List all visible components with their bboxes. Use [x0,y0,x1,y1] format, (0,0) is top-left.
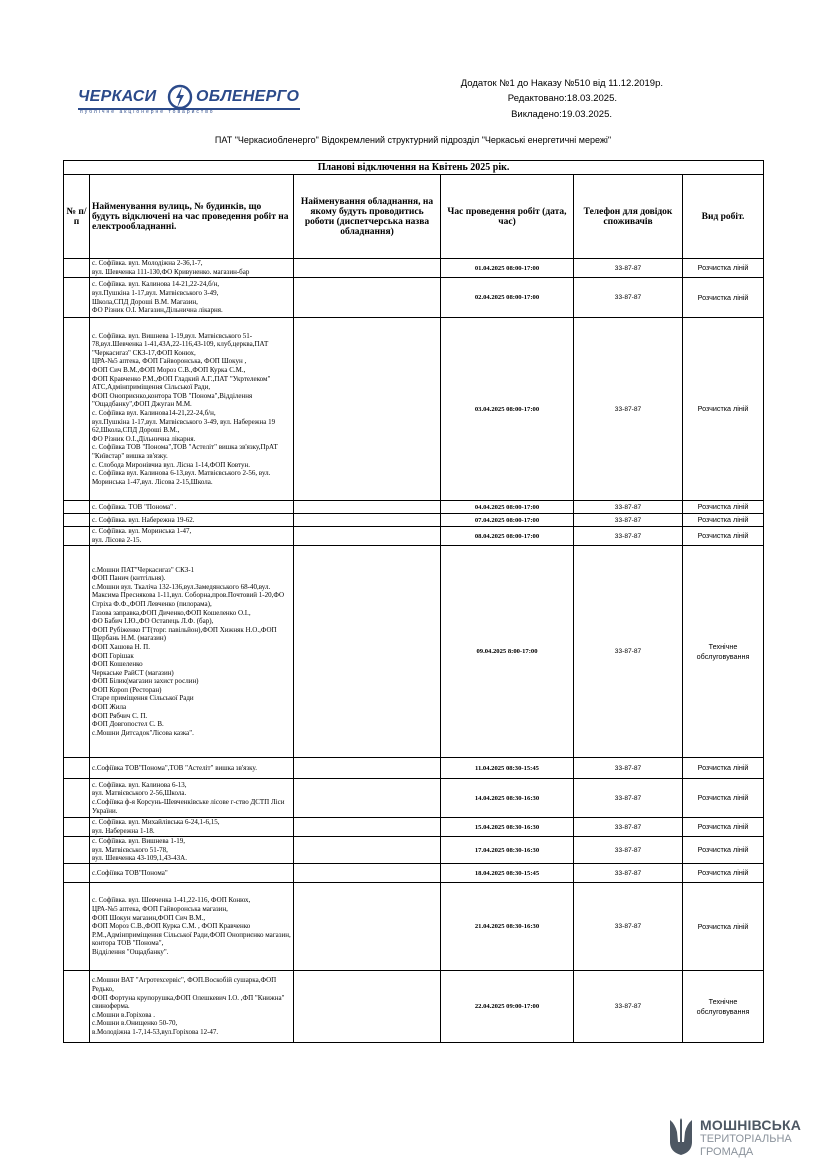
time-cell: 21.04.2025 08:30-16:30 [441,883,574,971]
address-cell: с.Мошни ПАТ"Черкасигаз" СКЗ-1 ФОП Панич (кнтгільня). с.Мошни вул. Ткаліча 132-136,вул.Замедянського 68-40,вул. Максима Преснякова 1-11,вул. Соборна,пров.Почтовий 1-20,ФО Стріха Ф.Ф.,ФОП Левченко (пилорама), Газова заправка,ФОП Диченко,ФОП Кошеленко О.І., ФО Бабич І.Ю.,ФО Остапець Л.Ф. (бар), ФОП Рубіженко ГТ(торг. павільйон),ФОП Хижняк Н.О.,ФОП Щербань Н.М. (магазин) ФОП Хашова Н. П. ФОП Горішак ФОП Кошеленко Черкаське РайСТ (магазин) ФОП Білик(магазин захист рослин) ФОП Короп (Ресторан) Старе приміщення Сільської Ради ФОП Жила ФОП Рябчич С. П. ФОП Довгопостел С. В. с.Мошни Дитсадок"Лісова казка". [90,546,294,758]
logo-left-text: ЧЕРКАСИ [78,88,157,105]
equipment-cell [294,259,441,278]
equipment-cell [294,864,441,883]
published-date-line: Викладено:19.03.2025. [511,109,612,120]
work-type-cell: Розчистка ліній [683,259,764,278]
time-cell: 07.04.2025 08:00-17:00 [441,514,574,527]
table-row [64,514,764,527]
num-cell [64,837,90,864]
table-row [64,259,764,278]
phone-cell: 33-87-87 [574,259,683,278]
table-header-row [64,175,764,259]
edited-date-line: Редактовано:18.03.2025. [507,93,617,104]
address-cell: с. Софіївка. вул. Шевченка 1-41,22-116, ФОП Конюх, ЦРА-№5 аптека, ФОП Гайворонська магазин, ФОП Шокун магазин,ФОП Сич В.М., ФОП Мороз С.В.,ФОП Курка С.М. , ФОП Кравченко Р.М.,Адмінприміщення Сільської Ради,ФОП Оноприєнко магазин, контора ТОВ "Понома", Відділення "Ощадбанку". [90,883,294,971]
num-cell [64,864,90,883]
address-cell: с. Софіївка. вул. Молодіжна 2-36,1-7, вул. Шевченка 111-130,ФО Кривуненко. магазин-бар [90,259,294,278]
table-row [64,864,764,883]
time-cell: 17.04.2025 08:30-16:30 [441,837,574,864]
company-logo [78,84,300,120]
num-cell [64,527,90,546]
table-row [64,501,764,514]
num-cell [64,318,90,501]
phone-cell: 33-87-87 [574,527,683,546]
num-cell [64,971,90,1043]
trident-emblem-icon [668,1118,694,1156]
num-cell [64,758,90,779]
address-cell: с. Софіївка. вул. Набережна 19-62. [90,514,294,527]
community-brand [666,1116,806,1160]
address-cell: с.Софіївка ТОВ"Понома" [90,864,294,883]
phone-cell: 33-87-87 [574,837,683,864]
phone-cell: 33-87-87 [574,818,683,837]
time-cell: 09.04.2025 8:00-17:00 [441,546,574,758]
work-type-cell: Розчистка ліній [683,883,764,971]
table-row [64,971,764,1043]
header-phone: Телефон для довідок споживачів [574,175,683,259]
num-cell [64,883,90,971]
num-cell [64,259,90,278]
work-type-cell: Технічне обслуговування [683,546,764,758]
work-type-cell: Розчистка ліній [683,501,764,514]
table-row [64,758,764,779]
header-time: Час проведення робіт (дата, час) [441,175,574,259]
table-row [64,883,764,971]
num-cell [64,779,90,818]
phone-cell: 33-87-87 [574,864,683,883]
table-row [64,837,764,864]
table-title: Планові відключення на Квітень 2025 рік. [64,161,764,175]
phone-cell: 33-87-87 [574,758,683,779]
logo-subtitle: публічне акціонерне товариство [80,109,215,115]
work-type-cell: Розчистка ліній [683,278,764,318]
num-cell [64,546,90,758]
equipment-cell [294,278,441,318]
address-cell: с. Софіївка. вул. Калинова 6-13, вул. Матвієвського 2-56,Школа. с.Софіївка ф-я Корсунь-Шевченківське лісове г-ство ДСТП Ліси України. [90,779,294,818]
work-type-cell: Розчистка ліній [683,758,764,779]
equipment-cell [294,501,441,514]
equipment-cell [294,527,441,546]
phone-cell: 33-87-87 [574,779,683,818]
address-cell: с. Софіївка. вул. Моринська 1-47, вул. Лісова 2-15. [90,527,294,546]
logo-right-text: ОБЛЕНЕРГО [196,88,300,105]
brand-line2: ТЕРИТОРІАЛЬНА [700,1133,792,1145]
time-cell: 18.04.2025 08:30-15:45 [441,864,574,883]
equipment-cell [294,758,441,779]
header-equipment: Найменування обладнання, на якому будуть проводитись роботи (диспетчерська назва обладнання) [294,175,441,259]
equipment-cell [294,971,441,1043]
table-row [64,527,764,546]
brand-line3: ГРОМАДА [700,1146,754,1158]
phone-cell: 33-87-87 [574,883,683,971]
work-type-cell: Розчистка ліній [683,779,764,818]
phone-cell: 33-87-87 [574,501,683,514]
work-type-cell: Розчистка ліній [683,514,764,527]
company-title: ПАТ "Черкасиобленерго" Відокремлений структурний підрозділ "Черкаські енергетичні мережі" [214,135,612,145]
address-cell: с.Мошни ВАТ "Агротехсервіс", ФОП.Воскобій сушарка,ФОП Редько, ФОП Фортуна крупорушка,ФОП Олешкевич І.О. ,ФП "Книжна" свиноферма. с.Мошни в.Горіхова . с.Мошни в.Онищенко 50-70, в.Молодіжна 1-7,14-53,вул.Горіхова 12-47. [90,971,294,1043]
equipment-cell [294,818,441,837]
phone-cell: 33-87-87 [574,546,683,758]
table-row [64,818,764,837]
time-cell: 03.04.2025 08:00-17:00 [441,318,574,501]
work-type-cell: Розчистка ліній [683,318,764,501]
work-type-cell: Розчистка ліній [683,864,764,883]
phone-cell: 33-87-87 [574,971,683,1043]
address-cell: с. Софіївка. ТОВ "Понома" . [90,501,294,514]
header-work: Вид робіт. [683,175,764,259]
table-row [64,779,764,818]
brand-line1: МОШНІВСЬКА [700,1117,802,1133]
table-title-row [64,161,764,175]
equipment-cell [294,779,441,818]
table-row [64,546,764,758]
equipment-cell [294,546,441,758]
work-type-cell: Розчистка ліній [683,527,764,546]
appendix-line: Додаток №1 до Наказу №510 від 11.12.2019р. [460,78,663,89]
time-cell: 14.04.2025 08:30-16:30 [441,779,574,818]
time-cell: 15.04.2025 08:30-16:30 [441,818,574,837]
address-cell: с.Софіївка ТОВ"Понома",ТОВ "Астеліт" вишка зв'язку. [90,758,294,779]
header-num: № п/п [64,175,90,259]
address-cell: с. Софіївка. вул. Калинова 14-21,22-24,б/н, вул.Пушкіна 1-17,вул. Матвієвського 3-49, Школа,СПД Дороші В.М. Магазин, ФО Різник О.І. Магазин,Дільнична лікарня. [90,278,294,318]
work-type-cell: Технічне обслуговування [683,971,764,1043]
work-type-cell: Розчистка ліній [683,818,764,837]
table-row [64,278,764,318]
time-cell: 22.04.2025 09:00-17:00 [441,971,574,1043]
address-cell: с. Софіївка. вул. Вишнева 1-19, вул. Матвієвського 51-78, вул. Шевченка 43-109,1,43-43А. [90,837,294,864]
num-cell [64,278,90,318]
phone-cell: 33-87-87 [574,318,683,501]
address-cell: с. Софіївка. вул. Михайлівська 6-24,1-6,15, вул. Набережна 1-18. [90,818,294,837]
header-streets: Найменування вулиць, № будинків, що будуть відключені на час проведення робіт на електрообладнанні. [90,175,294,259]
num-cell [64,501,90,514]
time-cell: 02.04.2025 08:00-17:00 [441,278,574,318]
equipment-cell [294,318,441,501]
work-type-cell: Розчистка ліній [683,837,764,864]
address-cell: с. Софіївка. вул. Вишнева 1-19,вул. Матвієвського 51-78,вул.Шевченка 1-41,43А,22-116,43-109, клуб,церква,ПАТ "Черкасигаз" СКЗ-17,ФОП Конюх, ЦРА-№5 аптека, ФОП Гайворонська, ФОП Шокун , ФОП Сич В.М.,ФОП Мороз С.В.,ФОП Курка С.М., ФОП Кравченко Р.М.,ФОП Гладкий А.Г.,ПАТ "Укртелеком" АТС,Адмінприміщення Сільської Ради, ФОП Оноприєнко,контора ТОВ "Понома",Відділення "Ощадбанку",ФОП Джуган М.М. с. Софіївка вул. Калинова14-21,22-24,б/н, вул.Пушкіна 1-17,вул. Матвієвського 3-49, вул. Набережна 19 62,Школа,СПД Дороші В.М., ФО Різник О.І.,Дільнична лікарня. с. Софіївка ТОВ "Понома",ТОВ "Астеліт" вишка зв'язку,ПрАТ "Київстар" вишка зв'язку. с. Слобода Миронівчиа вул. Лісна 1-14,ФОП Ковтун. с. Софіївка вул. Калинова 6-13,вул. Матвієвського 2-56, вул. Моринська 1-47,вул. Лісова 2-15,Школа. [90,318,294,501]
time-cell: 04.04.2025 08:00-17:00 [441,501,574,514]
outage-table [63,160,764,1043]
time-cell: 11.04.2025 08:30-15:45 [441,758,574,779]
num-cell [64,514,90,527]
time-cell: 08.04.2025 08:00-17:00 [441,527,574,546]
phone-cell: 33-87-87 [574,278,683,318]
equipment-cell [294,883,441,971]
table-row [64,318,764,501]
equipment-cell [294,837,441,864]
phone-cell: 33-87-87 [574,514,683,527]
num-cell [64,818,90,837]
time-cell: 01.04.2025 08:00-17:00 [441,259,574,278]
equipment-cell [294,514,441,527]
